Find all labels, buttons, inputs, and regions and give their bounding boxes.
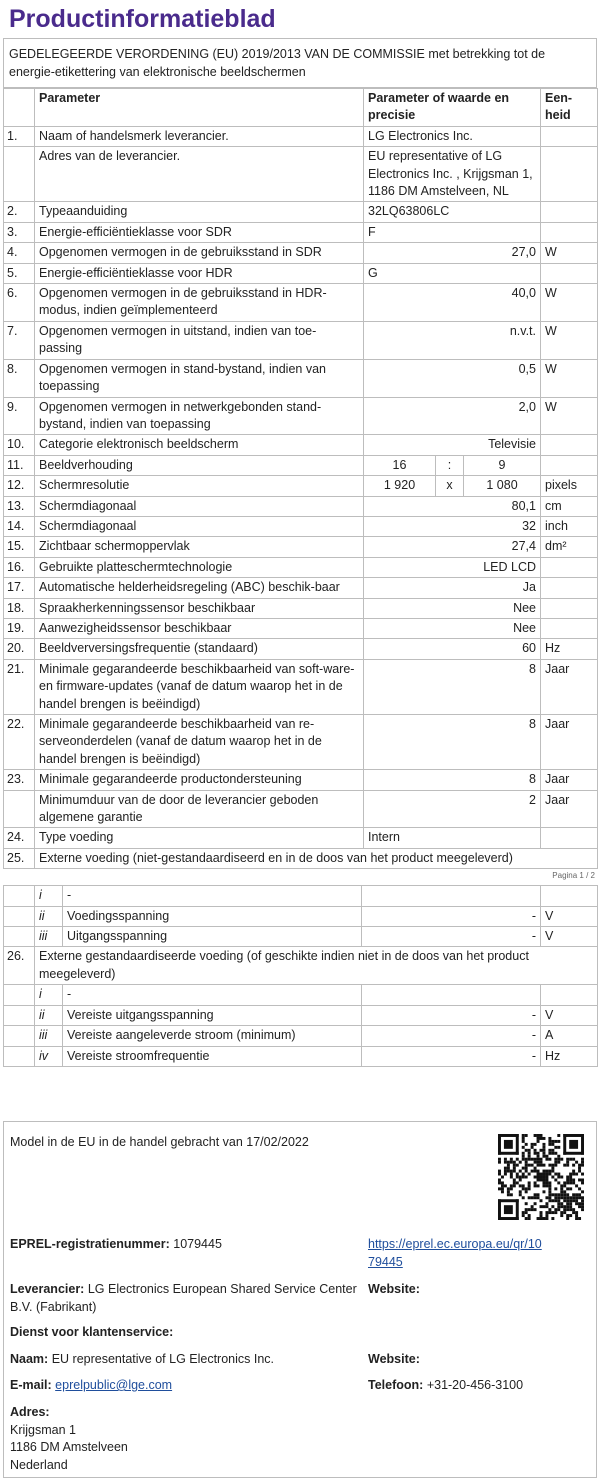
row-number: 11. [4,455,35,475]
row-section-text: Externe voeding (niet-gestandaardiseerd en in de doos van het product meegeleverd) [35,848,598,868]
sub-row [4,985,598,1005]
phone-label: Telefoon: [368,1378,424,1392]
row-number [4,790,35,828]
table-row [4,202,598,222]
sub-row-parameter: Voedingsspanning [63,906,362,926]
row-parameter: Opgenomen vermogen in netwerkgebonden stand-bystand, indien van toepassing [35,397,364,435]
row-number: 9. [4,397,35,435]
sub-row-value [362,985,541,1005]
page-title: Productinformatieblad [9,5,276,33]
row-number: 20. [4,639,35,659]
row-number: 26. [4,947,35,985]
table-row [4,659,598,714]
sub-row-roman: iv [35,1046,63,1066]
table-row [4,516,598,536]
qr-code-icon[interactable] [498,1134,584,1220]
power-supply-table [3,885,598,1067]
row-unit: Jaar [541,659,598,714]
row-unit: W [541,284,598,322]
table-row [4,770,598,790]
sub-row-spacer [4,1026,35,1046]
row-parameter: Opgenomen vermogen in de gebruiksstand in SDR [35,243,364,263]
sub-row-roman: ii [35,1005,63,1025]
row-value: 80,1 [364,496,541,516]
row-unit [541,598,598,618]
address-line: Nederland [10,1457,68,1472]
row-number: 17. [4,578,35,598]
row-unit: W [541,397,598,435]
website-label-1: Website: [368,1282,420,1296]
row-parameter: Naam of handelsmerk leverancier. [35,126,364,146]
table-row [4,578,598,598]
table-row [4,126,598,146]
table-row [4,715,598,770]
sub-row [4,906,598,926]
row-unit [541,147,598,202]
row-value: 60 [364,639,541,659]
email-link[interactable]: eprelpublic@lge.com [55,1378,173,1392]
supplier [10,1281,362,1316]
row-unit [541,222,598,242]
supplier-label: Leverancier: [10,1282,85,1296]
regulation-box [3,38,597,88]
sub-row-unit: A [541,1026,598,1046]
row-parameter: Opgenomen vermogen in stand-bystand, indien van toepassing [35,359,364,397]
name-value: EU representative of LG Electronics Inc. [51,1352,275,1366]
table-row [4,359,598,397]
row-parameter: Type voeding [35,828,364,848]
row-value: Ja [364,578,541,598]
eprel-label: EPREL-registratienummer: [10,1237,170,1251]
address-label: Adres: [10,1405,50,1419]
address-line: 1186 DM Amstelveen [10,1440,128,1454]
sub-row-value [362,886,541,906]
row-parameter: Aanwezigheidssensor beschikbaar [35,618,364,638]
row-unit: pixels [541,476,598,496]
sub-row-unit: V [541,1005,598,1025]
row-unit [541,126,598,146]
sub-row [4,886,598,906]
row-value: LED LCD [364,557,541,577]
service-address [10,1404,128,1474]
row-number: 8. [4,359,35,397]
row-parameter: Zichtbaar schermoppervlak [35,537,364,557]
row-parameter: Energie-efficiëntieklasse voor SDR [35,222,364,242]
table-row [4,537,598,557]
row-unit: W [541,243,598,263]
row-unit: Jaar [541,715,598,770]
row-unit [541,455,598,475]
row-parameter: Opgenomen vermogen in uitstand, indien van toe-passing [35,321,364,359]
table-row [4,397,598,435]
row-value: n.v.t. [364,321,541,359]
sub-row-parameter: - [63,886,362,906]
row-value: EU representative of LG Electronics Inc. , Krijgsman 1, 1186 DM Amstelveen, NL [364,147,541,202]
row-number [4,147,35,202]
row-value-separator: : [436,455,464,475]
row-value: Nee [364,598,541,618]
row-value-a: 1 920 [364,476,436,496]
service-phone [368,1377,523,1395]
website-label-2: Website: [368,1352,420,1366]
row-parameter: Opgenomen vermogen in de gebruiksstand in HDR-modus, indien geïmplementeerd [35,284,364,322]
table-row [4,476,598,496]
row-number: 23. [4,770,35,790]
sub-row-value: - [362,1046,541,1066]
row-unit: dm² [541,537,598,557]
service-heading: Dienst voor klantenservice: [10,1325,174,1339]
table-row [4,455,598,475]
row-parameter: Minimumduur van de door de leverancier geboden algemene garantie [35,790,364,828]
row-number: 4. [4,243,35,263]
sub-row-roman: i [35,985,63,1005]
main-table [3,88,598,869]
row-number: 15. [4,537,35,557]
row-unit [541,263,598,283]
sub-row-value: - [362,927,541,947]
sub-row-roman: ii [35,906,63,926]
row-number: 14. [4,516,35,536]
power-supply-table-body [4,886,598,1067]
row-parameter: Gebruikte platteschermtechnologie [35,557,364,577]
sub-row-roman: iii [35,1026,63,1046]
row-parameter: Minimale gegarandeerde productondersteuning [35,770,364,790]
row-number: 19. [4,618,35,638]
table-header-row [4,89,598,127]
model-date: Model in de EU in de handel gebracht van 17/02/2022 [10,1135,309,1149]
row-number: 21. [4,659,35,714]
row-section-text: Externe gestandaardiseerde voeding (of geschikte indien niet in de doos van het product meegeleverd) [35,947,598,985]
row-parameter: Adres van de leverancier. [35,147,364,202]
row-value: 27,0 [364,243,541,263]
eprel-number [10,1236,222,1254]
table-row [4,321,598,359]
sub-row-parameter: Vereiste uitgangsspanning [63,1005,362,1025]
row-unit: Hz [541,639,598,659]
sub-row-spacer [4,1046,35,1066]
row-value: 27,4 [364,537,541,557]
table-row [4,848,598,868]
sub-row-value: - [362,1026,541,1046]
regulation-text: GEDELEGEERDE VERORDENING (EU) 2019/2013 VAN DE COMMISSIE met betrekking tot de energie-etikettering van elektronische beeldschermen [9,47,546,79]
row-unit [541,435,598,455]
row-unit: Jaar [541,770,598,790]
row-unit: Jaar [541,790,598,828]
sub-row-parameter: Uitgangsspanning [63,927,362,947]
main-table-body [4,126,598,868]
row-number: 24. [4,828,35,848]
eprel-value: 1079445 [173,1237,222,1251]
sub-row-unit: Hz [541,1046,598,1066]
row-unit: W [541,321,598,359]
sub-row [4,1046,598,1066]
sub-row-unit: V [541,927,598,947]
supplier-footer [3,1121,597,1478]
sub-row [4,927,598,947]
row-number: 16. [4,557,35,577]
eprel-link[interactable]: https://eprel.ec.europa.eu/qr/1079445 [368,1237,542,1269]
row-unit [541,557,598,577]
row-unit: inch [541,516,598,536]
row-value: 2,0 [364,397,541,435]
sub-row [4,1026,598,1046]
table-row [4,243,598,263]
row-value: 40,0 [364,284,541,322]
service-email [10,1377,172,1395]
row-parameter: Minimale gegarandeerde beschikbaarheid van re-serveonderdelen (vanaf de datum waarop het in de handel brengen is beëindigd) [35,715,364,770]
row-number: 1. [4,126,35,146]
row-number: 2. [4,202,35,222]
row-unit: cm [541,496,598,516]
row-parameter: Beeldverhouding [35,455,364,475]
table-row [4,147,598,202]
row-value: G [364,263,541,283]
row-parameter: Schermresolutie [35,476,364,496]
row-value: F [364,222,541,242]
row-parameter: Schermdiagonaal [35,496,364,516]
sub-row-unit: V [541,906,598,926]
sub-row-value: - [362,906,541,926]
table-row [4,284,598,322]
row-number: 25. [4,848,35,868]
row-value: LG Electronics Inc. [364,126,541,146]
row-value: 0,5 [364,359,541,397]
header-parameter: Parameter [35,89,364,127]
row-value: Nee [364,618,541,638]
sub-row-parameter: Vereiste stroomfrequentie [63,1046,362,1066]
row-number: 6. [4,284,35,322]
row-parameter: Energie-efficiëntieklasse voor HDR [35,263,364,283]
header-unit: Een-heid [541,89,598,127]
sub-row-parameter: Vereiste aangeleverde stroom (minimum) [63,1026,362,1046]
row-value-separator: x [436,476,464,496]
row-value: 8 [364,715,541,770]
row-unit [541,578,598,598]
table-row [4,639,598,659]
sub-row-roman: iii [35,927,63,947]
sub-row-roman: i [35,886,63,906]
row-parameter: Typeaanduiding [35,202,364,222]
sub-row-value: - [362,1005,541,1025]
row-parameter: Beeldverversingsfrequentie (standaard) [35,639,364,659]
row-value: Televisie [364,435,541,455]
row-value-a: 16 [364,455,436,475]
sub-row-parameter: - [63,985,362,1005]
row-value: 32LQ63806LC [364,202,541,222]
sub-row-spacer [4,906,35,926]
address-line: Krijgsman 1 [10,1422,76,1437]
table-row [4,598,598,618]
row-parameter: Categorie elektronisch beeldscherm [35,435,364,455]
row-value-b: 1 080 [464,476,541,496]
table-row [4,947,598,985]
table-row [4,222,598,242]
row-number: 5. [4,263,35,283]
row-value-b: 9 [464,455,541,475]
row-parameter: Minimale gegarandeerde beschikbaarheid van soft-ware- en firmware-updates (vanaf de datum waarop het in de handel brengen is beëindigd) [35,659,364,714]
sub-row-spacer [4,1005,35,1025]
table-row [4,263,598,283]
row-value: 32 [364,516,541,536]
row-value: 8 [364,659,541,714]
sub-row-unit [541,886,598,906]
table-row [4,496,598,516]
row-unit [541,618,598,638]
row-unit [541,828,598,848]
table-row [4,557,598,577]
table-row [4,435,598,455]
row-parameter: Schermdiagonaal [35,516,364,536]
row-unit [541,202,598,222]
table-row [4,790,598,828]
sub-row-unit [541,985,598,1005]
row-parameter: Spraakherkenningssensor beschikbaar [35,598,364,618]
row-value: Intern [364,828,541,848]
email-label: E-mail: [10,1378,52,1392]
row-number: 22. [4,715,35,770]
row-number: 12. [4,476,35,496]
row-value: 8 [364,770,541,790]
row-number: 10. [4,435,35,455]
row-unit: W [541,359,598,397]
page-number: Pagina 1 / 2 [552,871,595,881]
sub-row-spacer [4,927,35,947]
service-name [10,1351,274,1369]
table-row [4,828,598,848]
sub-row [4,1005,598,1025]
row-number: 7. [4,321,35,359]
row-number: 3. [4,222,35,242]
product-information-sheet [3,0,597,1067]
sub-row-spacer [4,886,35,906]
row-value: 2 [364,790,541,828]
row-number: 18. [4,598,35,618]
row-parameter: Automatische helderheidsregeling (ABC) beschik-baar [35,578,364,598]
supplier-value: LG Electronics European Shared Service Center B.V. (Fabrikant) [10,1282,357,1314]
phone-value: +31-20-456-3100 [426,1378,524,1392]
sub-row-spacer [4,985,35,1005]
table-row [4,618,598,638]
row-number: 13. [4,496,35,516]
header-value: Parameter of waarde en precisie [364,89,541,127]
name-label: Naam: [10,1352,49,1366]
